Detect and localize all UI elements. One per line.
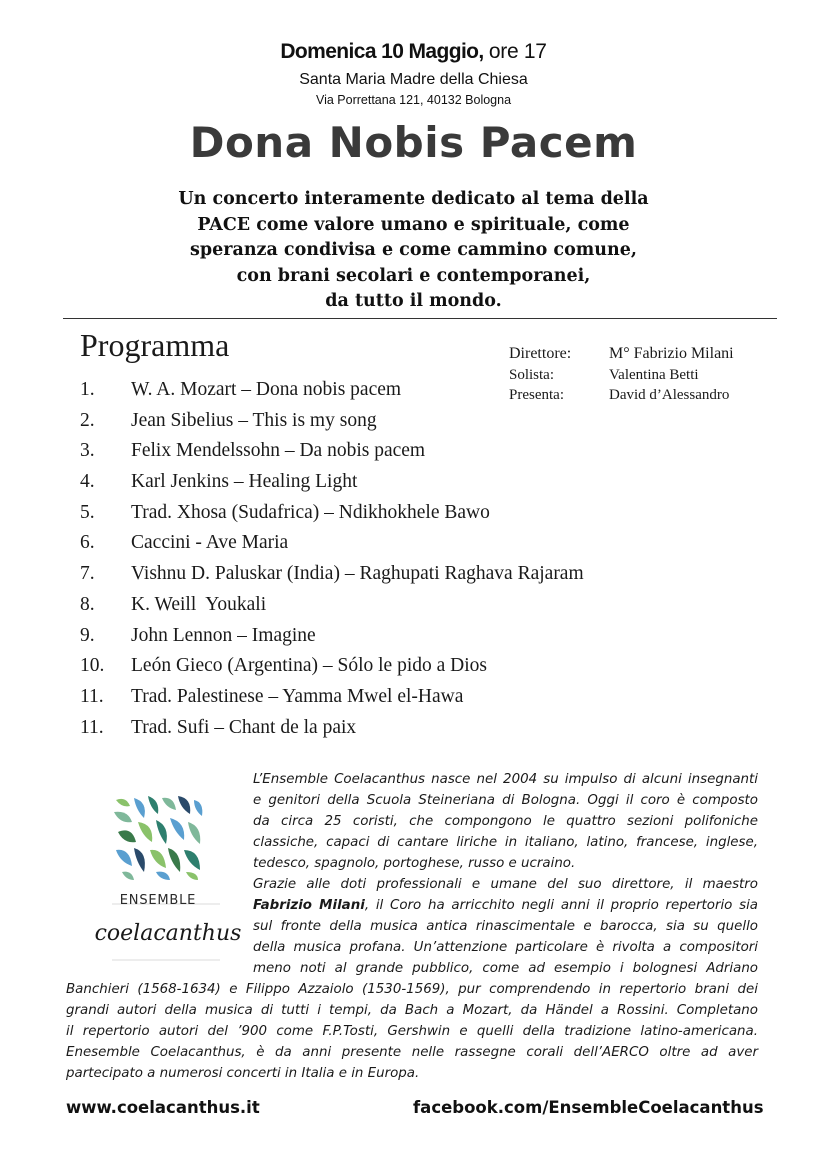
program-heading: Programma: [80, 327, 230, 363]
program-item: [80, 528, 584, 559]
leaf-pattern-icon: [111, 795, 205, 883]
program-item-number: 1.: [80, 379, 95, 400]
program-item-number: 7.: [80, 563, 95, 585]
program-item-text: Felix Mendelssohn – Da nobis pacem: [131, 440, 426, 462]
bio-line: il repertorio autori del ’900 come F.P.Tosti, Gershwin e quelli della tradizione latino-americana.: [66, 1024, 758, 1039]
program-item-text: John Lennon – Imagine: [131, 624, 316, 646]
program-item-text: Caccini - Ave Maria: [131, 532, 289, 554]
credit-name: David d’Alessandro: [609, 387, 730, 403]
bio-line: classiche, capaci di cantare liriche in italiano, latino, francese, inglese,: [253, 835, 758, 850]
program-item-number: 2.: [80, 409, 95, 431]
program-item-number: 3.: [80, 440, 95, 462]
program-item-number: 4.: [80, 471, 95, 493]
intro-paragraph: [150, 187, 677, 315]
website-link[interactable]: www.coelacanthus.it: [66, 1098, 260, 1117]
section-divider: [63, 318, 777, 319]
director-name: Fabrizio Milani: [253, 898, 365, 913]
program-item-text: K. Weill Youkali: [131, 593, 267, 615]
program-list: [80, 375, 584, 743]
bio-line: da circa 25 coristi, che compongono le quattro sezioni polifoniche: [253, 814, 758, 829]
bio-line: Enesemble Coelacanthus, è da anni presente nelle rassegne corali dell’AERCO oltre ad aver: [66, 1045, 758, 1060]
program-item-text: Vishnu D. Paluskar (India) – Raghupati Raghava Rajaram: [131, 563, 584, 585]
program-item: [80, 682, 584, 713]
program-item: [80, 406, 584, 437]
program-item: [80, 713, 584, 744]
ensemble-logo: [94, 792, 242, 972]
program-item-text: W. A. Mozart – Dona nobis pacem: [131, 379, 402, 400]
bio-line: Grazie alle doti professionali e umane del suo direttore, il maestro: [253, 877, 758, 892]
intro-line: con brani secolari e contemporanei,: [236, 265, 591, 286]
program-item-text: Jean Sibelius – This is my song: [131, 409, 377, 431]
program-item: [80, 436, 584, 467]
intro-line: Un concerto interamente dedicato al tema della: [178, 189, 649, 209]
program-item-text: Karl Jenkins – Healing Light: [131, 471, 358, 493]
facebook-link[interactable]: facebook.com/EnsembleCoelacanthus: [413, 1098, 764, 1117]
intro-line: da tutto il mondo.: [325, 291, 502, 311]
program-item: [80, 559, 584, 590]
program-item-number: 8.: [80, 593, 95, 615]
credit-name: Valentina Betti: [609, 367, 699, 383]
intro-line: PACE come valore umano e spirituale, come: [197, 214, 630, 235]
bio-line: partecipato a numerosi concerti in Italia e in Europa.: [66, 1066, 420, 1081]
venue-name: Santa Maria Madre della Chiesa: [299, 71, 528, 88]
bio-line-rest: , il Coro ha arricchito negli anni il proprio repertorio sia: [364, 898, 758, 913]
bio-line: L’Ensemble Coelacanthus nasce nel 2004 su impulso di alcuni insegnanti: [253, 772, 758, 787]
bio-line: sul fronte della musica antica rinascimentale e barocca, sia su quello: [253, 919, 758, 934]
program-item-number: 11.: [80, 716, 104, 738]
program-item-number: 11.: [80, 685, 104, 707]
bio-line: grandi autori della musica di tutti i tempi, da Bach a Mozart, da Händel a Rossini. Completano: [66, 1003, 758, 1018]
event-date-text: Domenica 10 Maggio,: [280, 40, 484, 63]
bio-line: [253, 895, 758, 916]
bio-line: della musica profana. Un’attenzione particolare è rivolta a compositori: [253, 940, 758, 955]
credit-presenter: [509, 385, 734, 405]
bio-line: e genitori della Scuola Steineriana di Bologna. Oggi il coro è composto: [253, 793, 758, 808]
logo-script-text: coelacanthus: [94, 921, 242, 946]
intro-line: speranza condivisa e come cammino comune,: [190, 240, 637, 260]
program-item: [80, 498, 584, 529]
credits-block: [509, 343, 734, 405]
logo-ensemble-label: ENSEMBLE: [119, 893, 197, 908]
program-item-text: Trad. Sufi – Chant de la paix: [131, 716, 357, 738]
concert-title: Dona Nobis Pacem: [189, 118, 638, 167]
bio-line: tedesco, spagnolo, portoghese, russo e ucraino.: [253, 856, 576, 871]
program-item: [80, 590, 584, 621]
program-item-text: Trad. Palestinese – Yamma Mwel el-Hawa: [131, 685, 464, 707]
credit-soloist: [509, 365, 734, 385]
credit-role: Presenta:: [509, 387, 564, 403]
bio-line: Banchieri (1568-1634) e Filippo Azzaiolo (1530-1569), pur comprendendo in repertorio brani dei: [66, 982, 758, 997]
credit-role: Direttore:: [509, 345, 572, 362]
program-item: [80, 651, 584, 682]
credit-director: [509, 343, 734, 365]
program-item-number: 6.: [80, 532, 95, 554]
credit-role: Solista:: [509, 367, 555, 383]
program-item-number: 5.: [80, 501, 95, 523]
venue-address: Via Porrettana 121, 40132 Bologna: [315, 93, 512, 107]
bio-line: meno noti al grande pubblico, come ad esempio i bolognesi Adriano: [253, 961, 758, 976]
program-item-number: 10.: [80, 655, 105, 677]
program-item: [80, 621, 584, 652]
program-item-number: 9.: [80, 624, 95, 646]
program-item-text: León Gieco (Argentina) – Sólo le pido a Dios: [131, 655, 487, 677]
event-time: ore 17: [488, 40, 547, 63]
program-item: [80, 467, 584, 498]
event-date: [0, 40, 827, 64]
program-item-text: Trad. Xhosa (Sudafrica) – Ndikhokhele Bawo: [131, 501, 490, 523]
credit-name: M° Fabrizio Milani: [609, 345, 734, 362]
